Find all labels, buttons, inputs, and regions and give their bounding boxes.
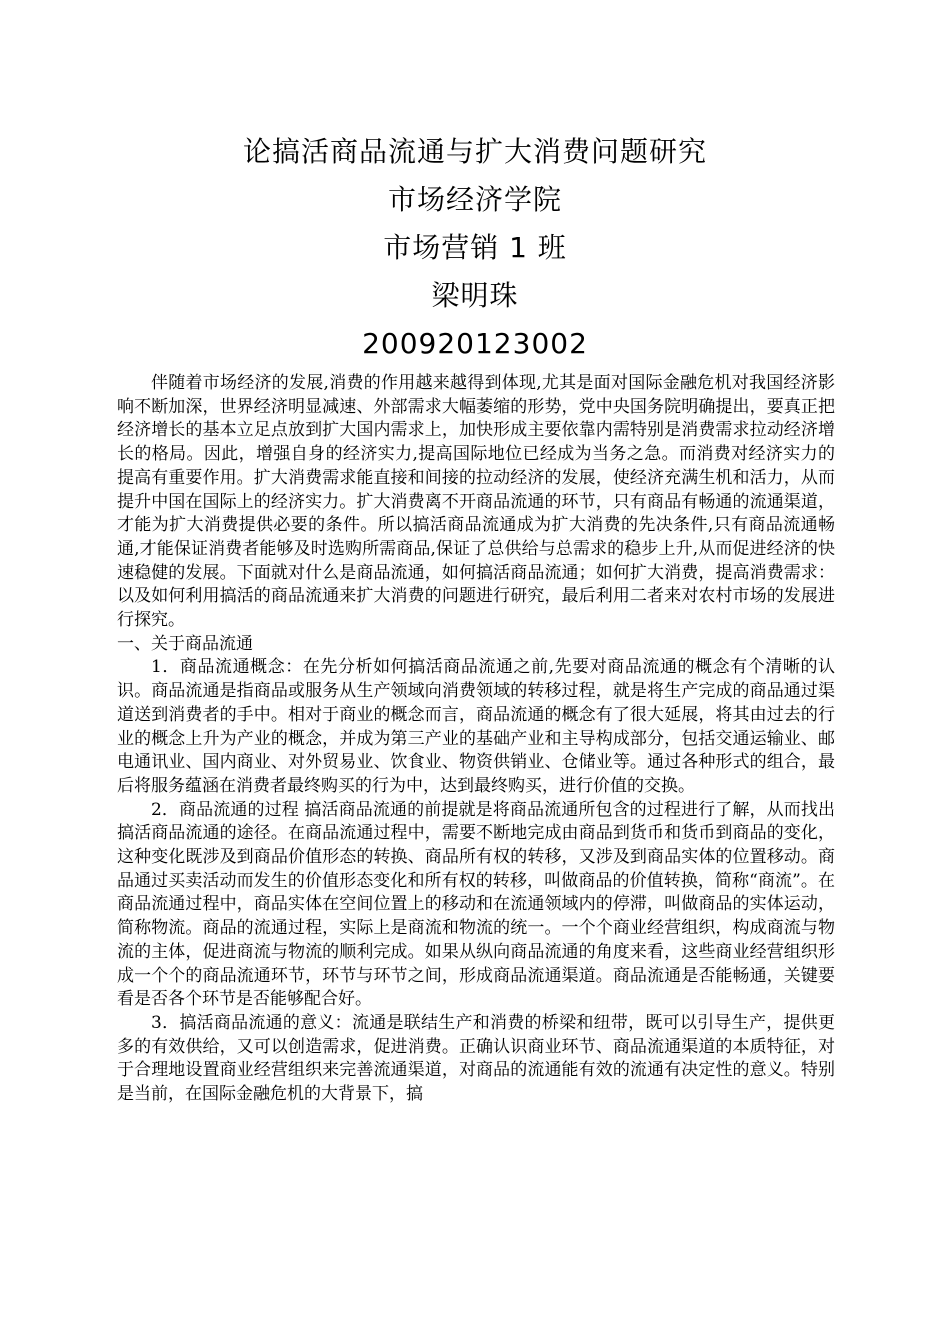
intro-paragraph: 伴随着市场经济的发展,消费的作用越来越得到体现,尤其是面对国际金融危机对我国经济影响不断加深，世界经济明显减速、外部需求大幅萎缩的形势，党中央国务院明确提出，要真正把经济增长的基本立足点放到扩大国内需求上，加快形成主要依靠内需特别是消费需求拉动经济增长的格局。因此，增强自身的经济实力,提高国际地位已经成为当务之急。而消费对经济实力的提高有重要作用。扩大消费需求能直接和间接的拉动经济的发展，使经济充满生机和活力，从而提升中国在国际上的经济实力。扩大消费离不开商品流通的环节，只有商品有畅通的流通渠道，才能为扩大消费提供必要的条件。所以搞活商品流通成为扩大消费的先决条件,只有商品流通畅通,才能保证消费者能够及时选购所需商品,保证了总供给与总需求的稳步上升,从而促进经济的快速稳健的发展。下面就对什么是商品流通，如何搞活商品流通；如何扩大消费，提高消费需求：以及如何利用搞活的商品流通来扩大消费的问题进行研究，最后利用二者来对农村市场的发展进行探究。 <box>117 373 835 631</box>
paragraph-significance: 3．搞活商品流通的意义：流通是联结生产和消费的桥梁和纽带，既可以引导生产，提供更多的有效供给，又可以创造需求，促进消费。正确认识商业环节、商品流通渠道的本质特征，对于合理地设置商业经营组织来完善流通渠道，对商品的流通能有效的流通有决定性的意义。特别是当前，在国际金融危机的大背景下，搞 <box>117 1012 835 1105</box>
class-name: 市场营销 1 班 <box>383 231 567 264</box>
section-heading: 一、关于商品流通 <box>117 633 253 654</box>
paragraph-concept: 1．商品流通概念：在先分析如何搞活商品流通之前,先要对商品流通的概念有个清晰的认识。商品流通是指商品或服务从生产领域向消费领域的转移过程，就是将生产完成的商品通过渠道送到消费者的手中。相对于商业的概念而言，商品流通的概念有了很大延展，将其由过去的行业的概念上升为产业的概念，并成为第三产业的基础产业和主导构成部分，包括交通运输业、邮电通讯业、国内商业、对外贸易业、饮食业、物资供销业、仓储业等。通过各种形式的组合，最后将服务蕴涵在消费者最终购买的行为中，达到最终购买，进行价值的交换。 <box>117 657 835 796</box>
title-block <box>0 128 950 368</box>
body-text <box>117 372 835 1107</box>
author-name: 梁明珠 <box>431 279 519 312</box>
school-name: 市场经济学院 <box>387 183 562 216</box>
paper-title: 论搞活商品流通与扩大消费问题研究 <box>242 135 707 168</box>
paragraph-process: 2．商品流通的过程 搞活商品流通的前提就是将商品流通所包含的过程进行了解，从而找出搞活商品流通的途径。在商品流通过程中，需要不断地完成由商品到货币和货币到商品的变化，这种变化既涉及到商品价值形态的转换、商品所有权的转移，又涉及到商品实体的位置移动。商品通过买卖活动而发生的价值形态变化和所有权的转移，叫做商品的价值转换，简称“商流”。在商品流通过程中，商品实体在空间位置上的移动和在流通领域内的停滞，叫做商品的实体运动，简称物流。商品的流通过程，实际上是商流和物流的统一。一个个商业经营组织，构成商流与物流的主体，促进商流与物流的顺利完成。如果从纵向商品流通的角度来看，这些商业经营组织形成一个个的商品流通环节，环节与环节之间，形成商品流通渠道。商品流通是否能畅通，关键要看是否各个环节是否能够配合好。 <box>117 799 835 1010</box>
student-id: 200920123002 <box>362 327 588 360</box>
